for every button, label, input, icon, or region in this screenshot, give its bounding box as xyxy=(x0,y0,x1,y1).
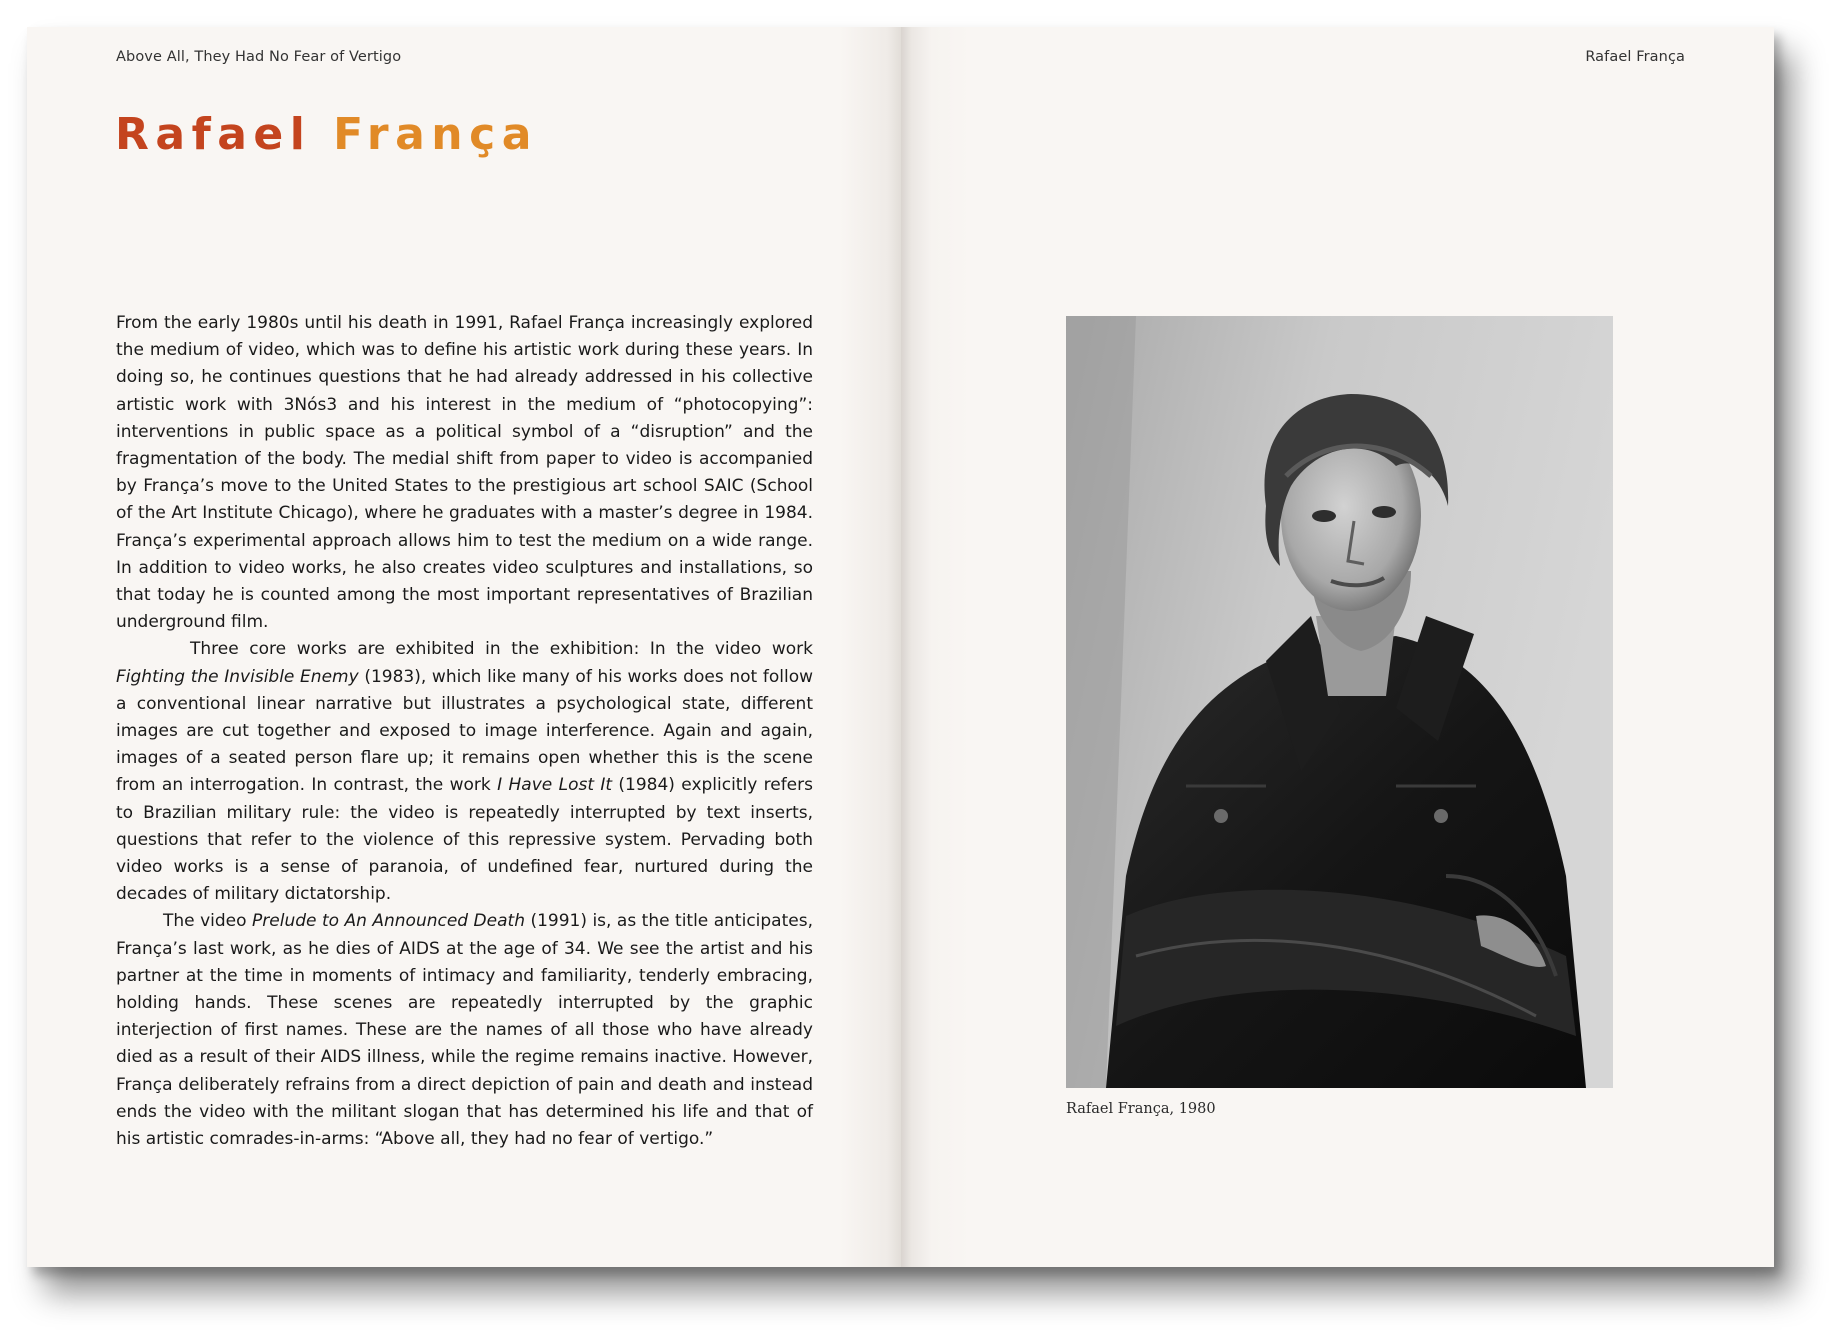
paragraph-3 xyxy=(116,908,813,1153)
portrait-illustration xyxy=(1066,316,1613,1088)
article-title xyxy=(115,109,538,160)
paragraph-text: (1983), which like many of his works does not follow a conventional linear narrative but illustrates a psychological state, different images are cut together and exposed to image interference. Again and again, images of a seated person flare up; it remains open whether this is the scene from an interrogation. In contrast, the work xyxy=(116,666,813,796)
portrait-photo xyxy=(1066,316,1613,1088)
paragraph-2 xyxy=(116,636,813,908)
running-head-right: Rafael França xyxy=(1585,49,1685,65)
work-title: Prelude to An Announced Death xyxy=(252,911,525,932)
work-title: Fighting the Invisible Enemy xyxy=(116,666,359,687)
paragraph-text: Three core works are exhibited in the exhibition: In the video work xyxy=(190,639,813,660)
book-spread xyxy=(27,27,1774,1267)
paragraph-1 xyxy=(116,310,813,636)
photo-caption: Rafael França, 1980 xyxy=(1066,1101,1216,1117)
title-first-name: Rafael xyxy=(115,109,312,160)
body-text xyxy=(116,310,813,1153)
paragraph-text: (1991) is, as the title anticipates, França’s last work, as he dies of AIDS at the age of 34. We see the artist and his partner at the time in moments of intimacy and familiarity, tenderly embracing, holding hands. These scenes are repeatedly interrupted by the graphic interjection of first names. These are the names of all those who have already died as a result of their AIDS illness, while the regime remains inactive. However, França deliberately refrains from a direct depiction of pain and death and instead ends the video with the militant slogan that has determined his life and that of his artistic comrades-in-arms: “Above all, they had no fear of vertigo.” xyxy=(116,911,813,1150)
paragraph-text: The video xyxy=(163,911,253,932)
left-page xyxy=(27,27,901,1267)
running-head-left: Above All, They Had No Fear of Vertigo xyxy=(116,49,402,65)
work-title: I Have Lost It xyxy=(497,775,613,796)
paragraph-text: From the early 1980s until his death in 1991, Rafael França increasingly explored the medium of video, which was to define his artistic work during these years. In doing so, he continues questions that he had already addressed in his collective artistic work with 3Nós3 and his interest in the medium of “photocopying”: interventions in public space as a political symbol of a “disruption” and the fragmentation of the body. The medial shift from paper to video is accompanied by França’s move to the United States to the prestigious art school SAIC (School of the Art Institute Chicago), where he graduates with a master’s degree in 1984. França’s experimental approach allows him to test the medium on a wide range. In addition to video works, he also creates video sculptures and installations, so that today he is counted among the most important representatives of Brazilian underground film. xyxy=(116,313,813,633)
right-page xyxy=(901,27,1774,1267)
paragraph-text: (1984) explicitly refers to Brazilian military rule: the video is repeatedly interrupted by text inserts, questions that refer to the violence of this repressive system. Pervading both video works is a sense of paranoia, of undefined fear, nurtured during the decades of military dictatorship. xyxy=(116,775,813,905)
title-last-name: França xyxy=(333,109,538,160)
